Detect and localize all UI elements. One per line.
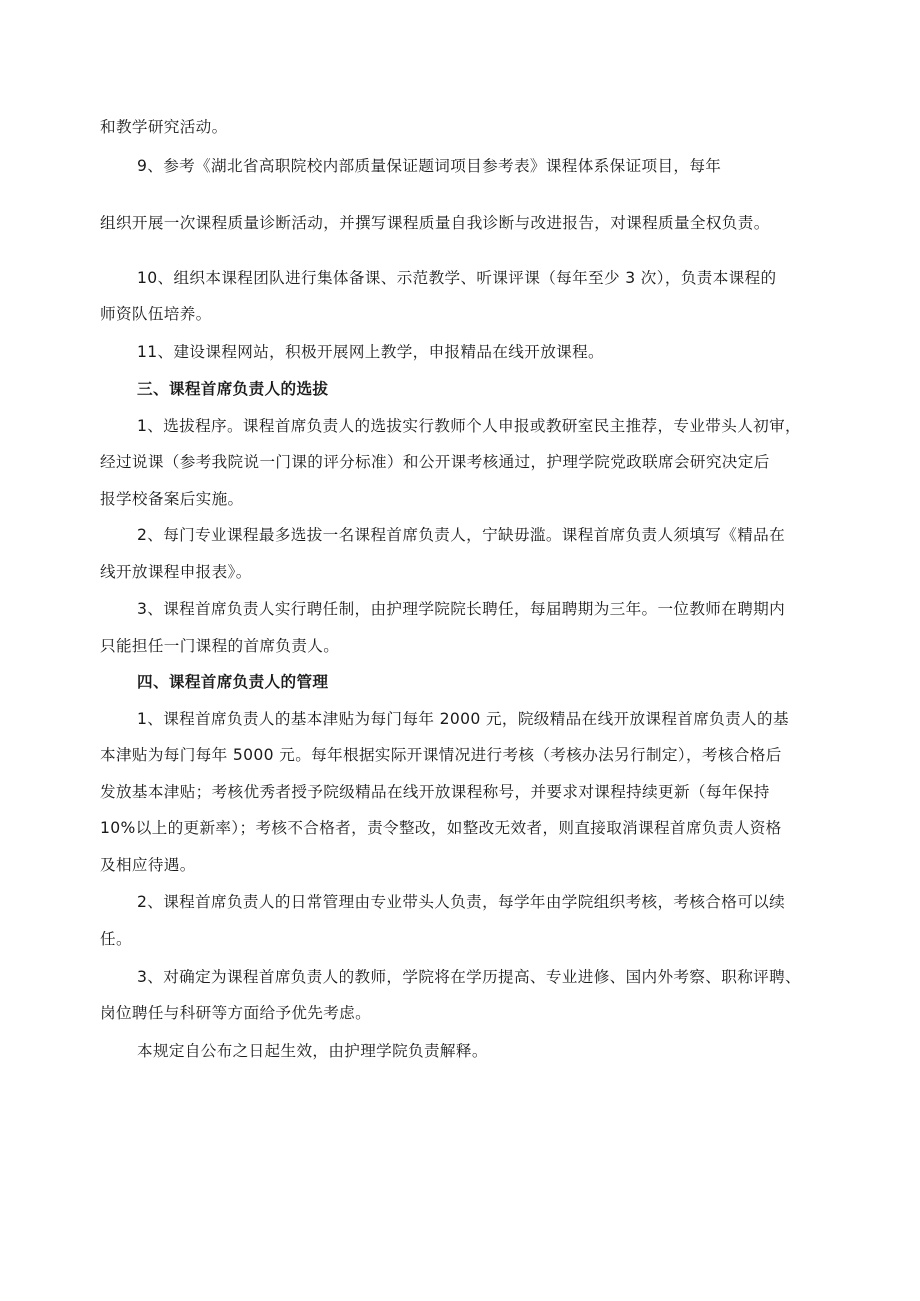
text-line: 任。: [100, 930, 132, 948]
text-line: 发放基本津贴；考核优秀者授予院级精品在线开放课程称号，并要求对课程持续更新（每年保持: [100, 783, 770, 801]
text-line: 11、建设课程网站，积极开展网上教学，申报精品在线开放课程。: [137, 343, 604, 361]
text-line: 只能担任一门课程的首席负责人。: [100, 637, 340, 655]
section-heading: 三、课程首席负责人的选拔: [137, 380, 329, 398]
text-line: 报学校备案后实施。: [100, 490, 244, 508]
text-line: 3、对确定为课程首席负责人的教师，学院将在学历提高、专业进修、国内外考察、职称评聘、: [137, 968, 801, 986]
text-line: 及相应待遇。: [100, 856, 196, 874]
text-line: 10、组织本课程团队进行集体备课、示范教学、听课评课（每年至少 3 次），负责本课程的: [137, 269, 777, 287]
text-line: 9、参考《湖北省高职院校内部质量保证题词项目参考表》课程体系保证项目，每年: [137, 157, 722, 175]
text-line: 本津贴为每门每年 5000 元。每年根据实际开课情况进行考核（考核办法另行制定），考核合格后: [100, 746, 782, 764]
text-line: 3、课程首席负责人实行聘任制，由护理学院院长聘任，每届聘期为三年。一位教师在聘期内: [137, 600, 786, 618]
text-line: 1、课程首席负责人的基本津贴为每门每年 2000 元，院级精品在线开放课程首席负责人的基: [137, 710, 789, 728]
text-line: 10%以上的更新率）；考核不合格者，责令整改，如整改无效者，则直接取消课程首席负责人资格: [100, 819, 782, 837]
text-line: 本规定自公布之日起生效，由护理学院负责解释。: [137, 1042, 488, 1060]
text-line: 经过说课（参考我院说一门课的评分标准）和公开课考核通过，护理学院党政联席会研究决定后: [100, 453, 770, 471]
section-heading: 四、课程首席负责人的管理: [137, 673, 329, 691]
text-line: 2、课程首席负责人的日常管理由专业带头人负责，每学年由学院组织考核，考核合格可以续: [137, 893, 786, 911]
text-line: 师资队伍培养。: [100, 305, 212, 323]
text-line: 组织开展一次课程质量诊断活动，并撰写课程质量自我诊断与改进报告，对课程质量全权负责。: [100, 214, 770, 232]
text-line: 2、每门专业课程最多选拔一名课程首席负责人，宁缺毋滥。课程首席负责人须填写《精品在: [137, 526, 786, 544]
text-line: 线开放课程申报表》。: [100, 563, 252, 581]
text-line: 岗位聘任与科研等方面给予优先考虑。: [100, 1004, 372, 1022]
text-line: 和教学研究活动。: [100, 118, 228, 136]
text-line: 1、选拔程序。课程首席负责人的选拔实行教师个人申报或教研室民主推荐，专业带头人初审，: [137, 417, 801, 435]
